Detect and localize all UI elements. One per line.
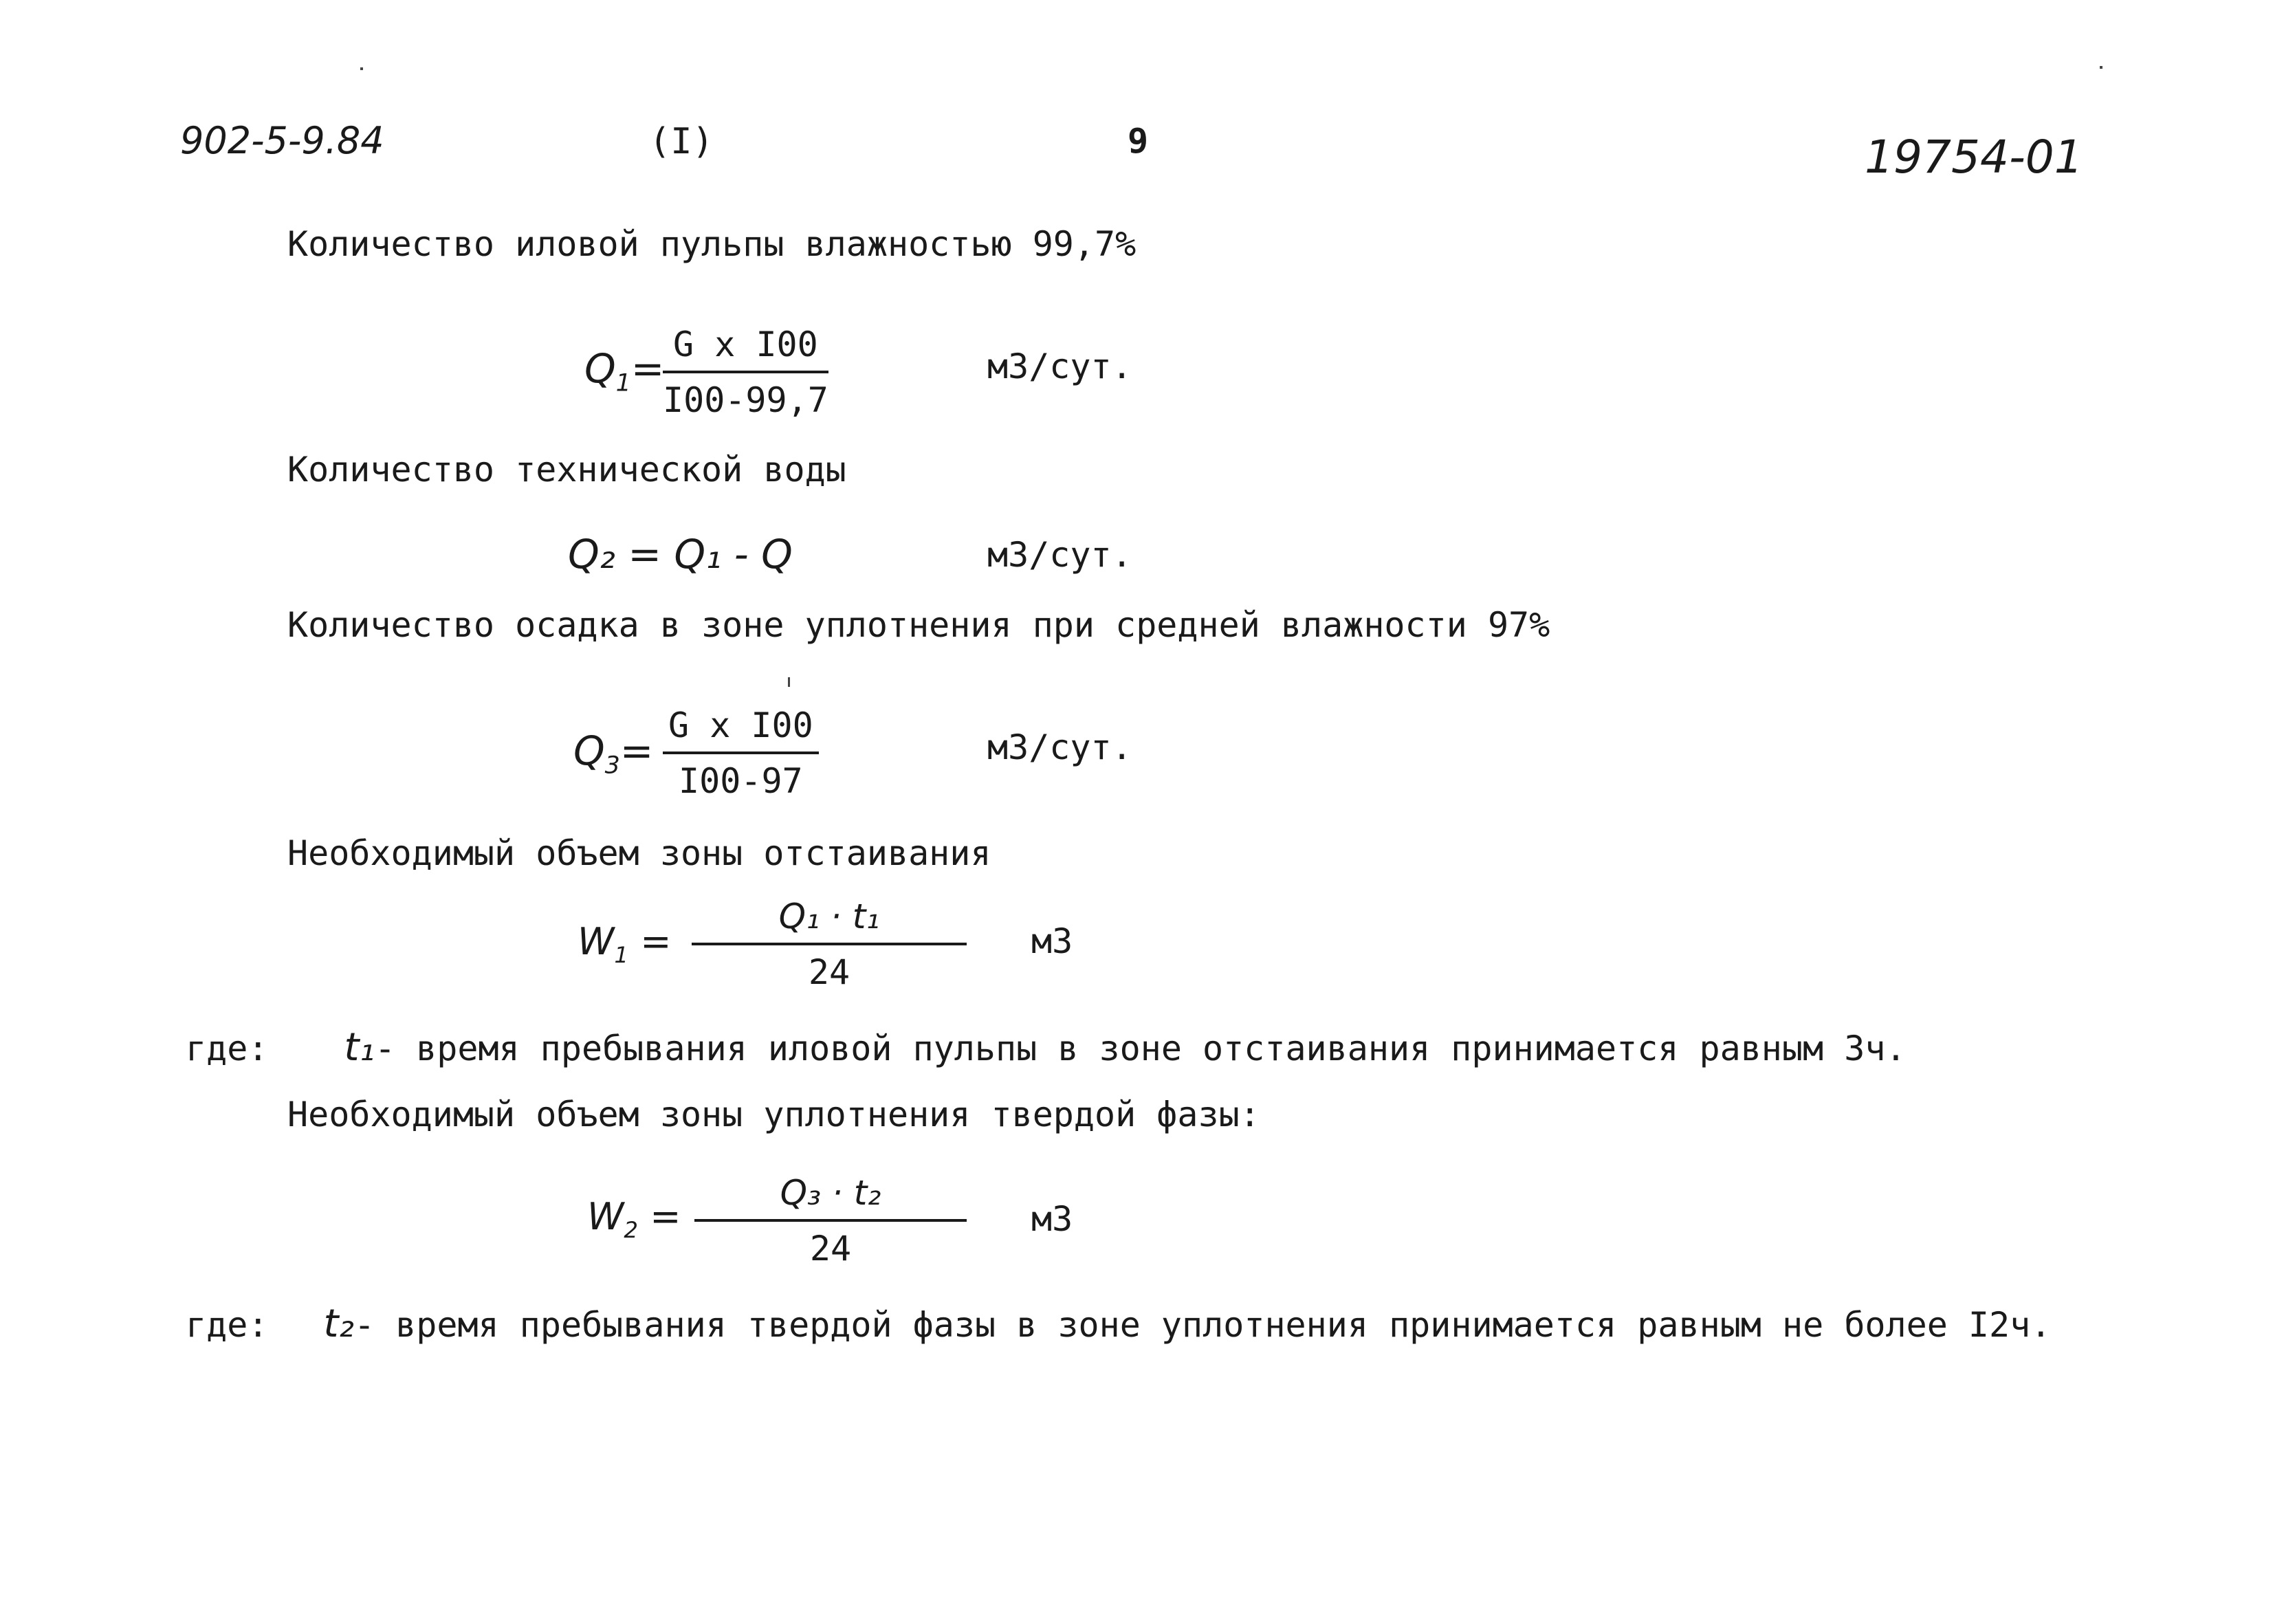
archive-number: 19754-01: [1865, 131, 2083, 184]
formula-w2-numerator: Q₃ · t₂: [694, 1172, 967, 1222]
formula-w1-unit: м3: [1031, 921, 1073, 961]
formula-q3-denominator: I00-97: [679, 760, 803, 801]
paragraph-settling-volume: Необходимый объем зоны отстаивания: [287, 833, 991, 873]
t2-description: - время пребывания твердой фазы в зоне уплотнения принимается равным не более I2ч.: [353, 1305, 2052, 1345]
formula-q1-lhs: $Q_1=$: [584, 345, 665, 397]
paragraph-t1-definition: [186, 1025, 1907, 1070]
formula-w1-numerator: Q₁ · t₁: [692, 895, 967, 945]
t1-symbol: t₁: [344, 1025, 375, 1070]
scan-mark: [788, 677, 790, 687]
formula-q2-unit: м3/сут.: [987, 535, 1132, 575]
document-part: (I): [649, 121, 714, 162]
paragraph-t2-definition: [186, 1302, 2052, 1346]
t1-description: - время пребывания иловой пульпы в зоне отстаивания принимается равным 3ч.: [374, 1029, 1907, 1068]
formula-q1-fraction: [663, 323, 828, 421]
formula-w1-denominator: 24: [808, 952, 850, 992]
paragraph-technical-water: Количество технической воды: [287, 450, 846, 490]
formula-q1-numerator: G x I00: [663, 323, 828, 373]
formula-w1-lhs: $W_1$ =: [578, 920, 672, 968]
formula-q3-lhs: $Q_3=$: [573, 727, 654, 780]
paragraph-sludge-quantity: Количество иловой пульпы влажностью 99,7%: [287, 224, 1136, 264]
formula-q2: Q₂ = Q₁ - Q: [568, 531, 793, 578]
formula-w2-denominator: 24: [809, 1228, 852, 1269]
scan-mark: [360, 67, 363, 70]
scan-mark: [2100, 66, 2102, 69]
formula-q3-numerator: G x I00: [663, 704, 819, 754]
formula-q3-unit: м3/сут.: [987, 727, 1132, 767]
formula-w2-lhs: $W_2$ =: [587, 1195, 681, 1243]
formula-q1-unit: м3/сут.: [987, 347, 1132, 386]
where-label: где:: [186, 1305, 269, 1345]
formula-w1-fraction: [692, 895, 967, 994]
formula-w2-fraction: [694, 1172, 967, 1270]
where-label: где:: [186, 1029, 269, 1068]
paragraph-sediment-quantity: Количество осадка в зоне уплотнения при средней влажности 97%: [287, 605, 1550, 645]
t2-symbol: t₂: [323, 1302, 354, 1346]
document-code: 902-5-9.84: [180, 119, 384, 162]
page-number: 9: [1128, 121, 1149, 161]
formula-q1-denominator: I00-99,7: [663, 380, 828, 420]
formula-w2-unit: м3: [1031, 1199, 1073, 1239]
paragraph-compaction-volume: Необходимый объем зоны уплотнения твердой фазы:: [287, 1095, 1260, 1134]
formula-q3-fraction: [663, 704, 819, 802]
